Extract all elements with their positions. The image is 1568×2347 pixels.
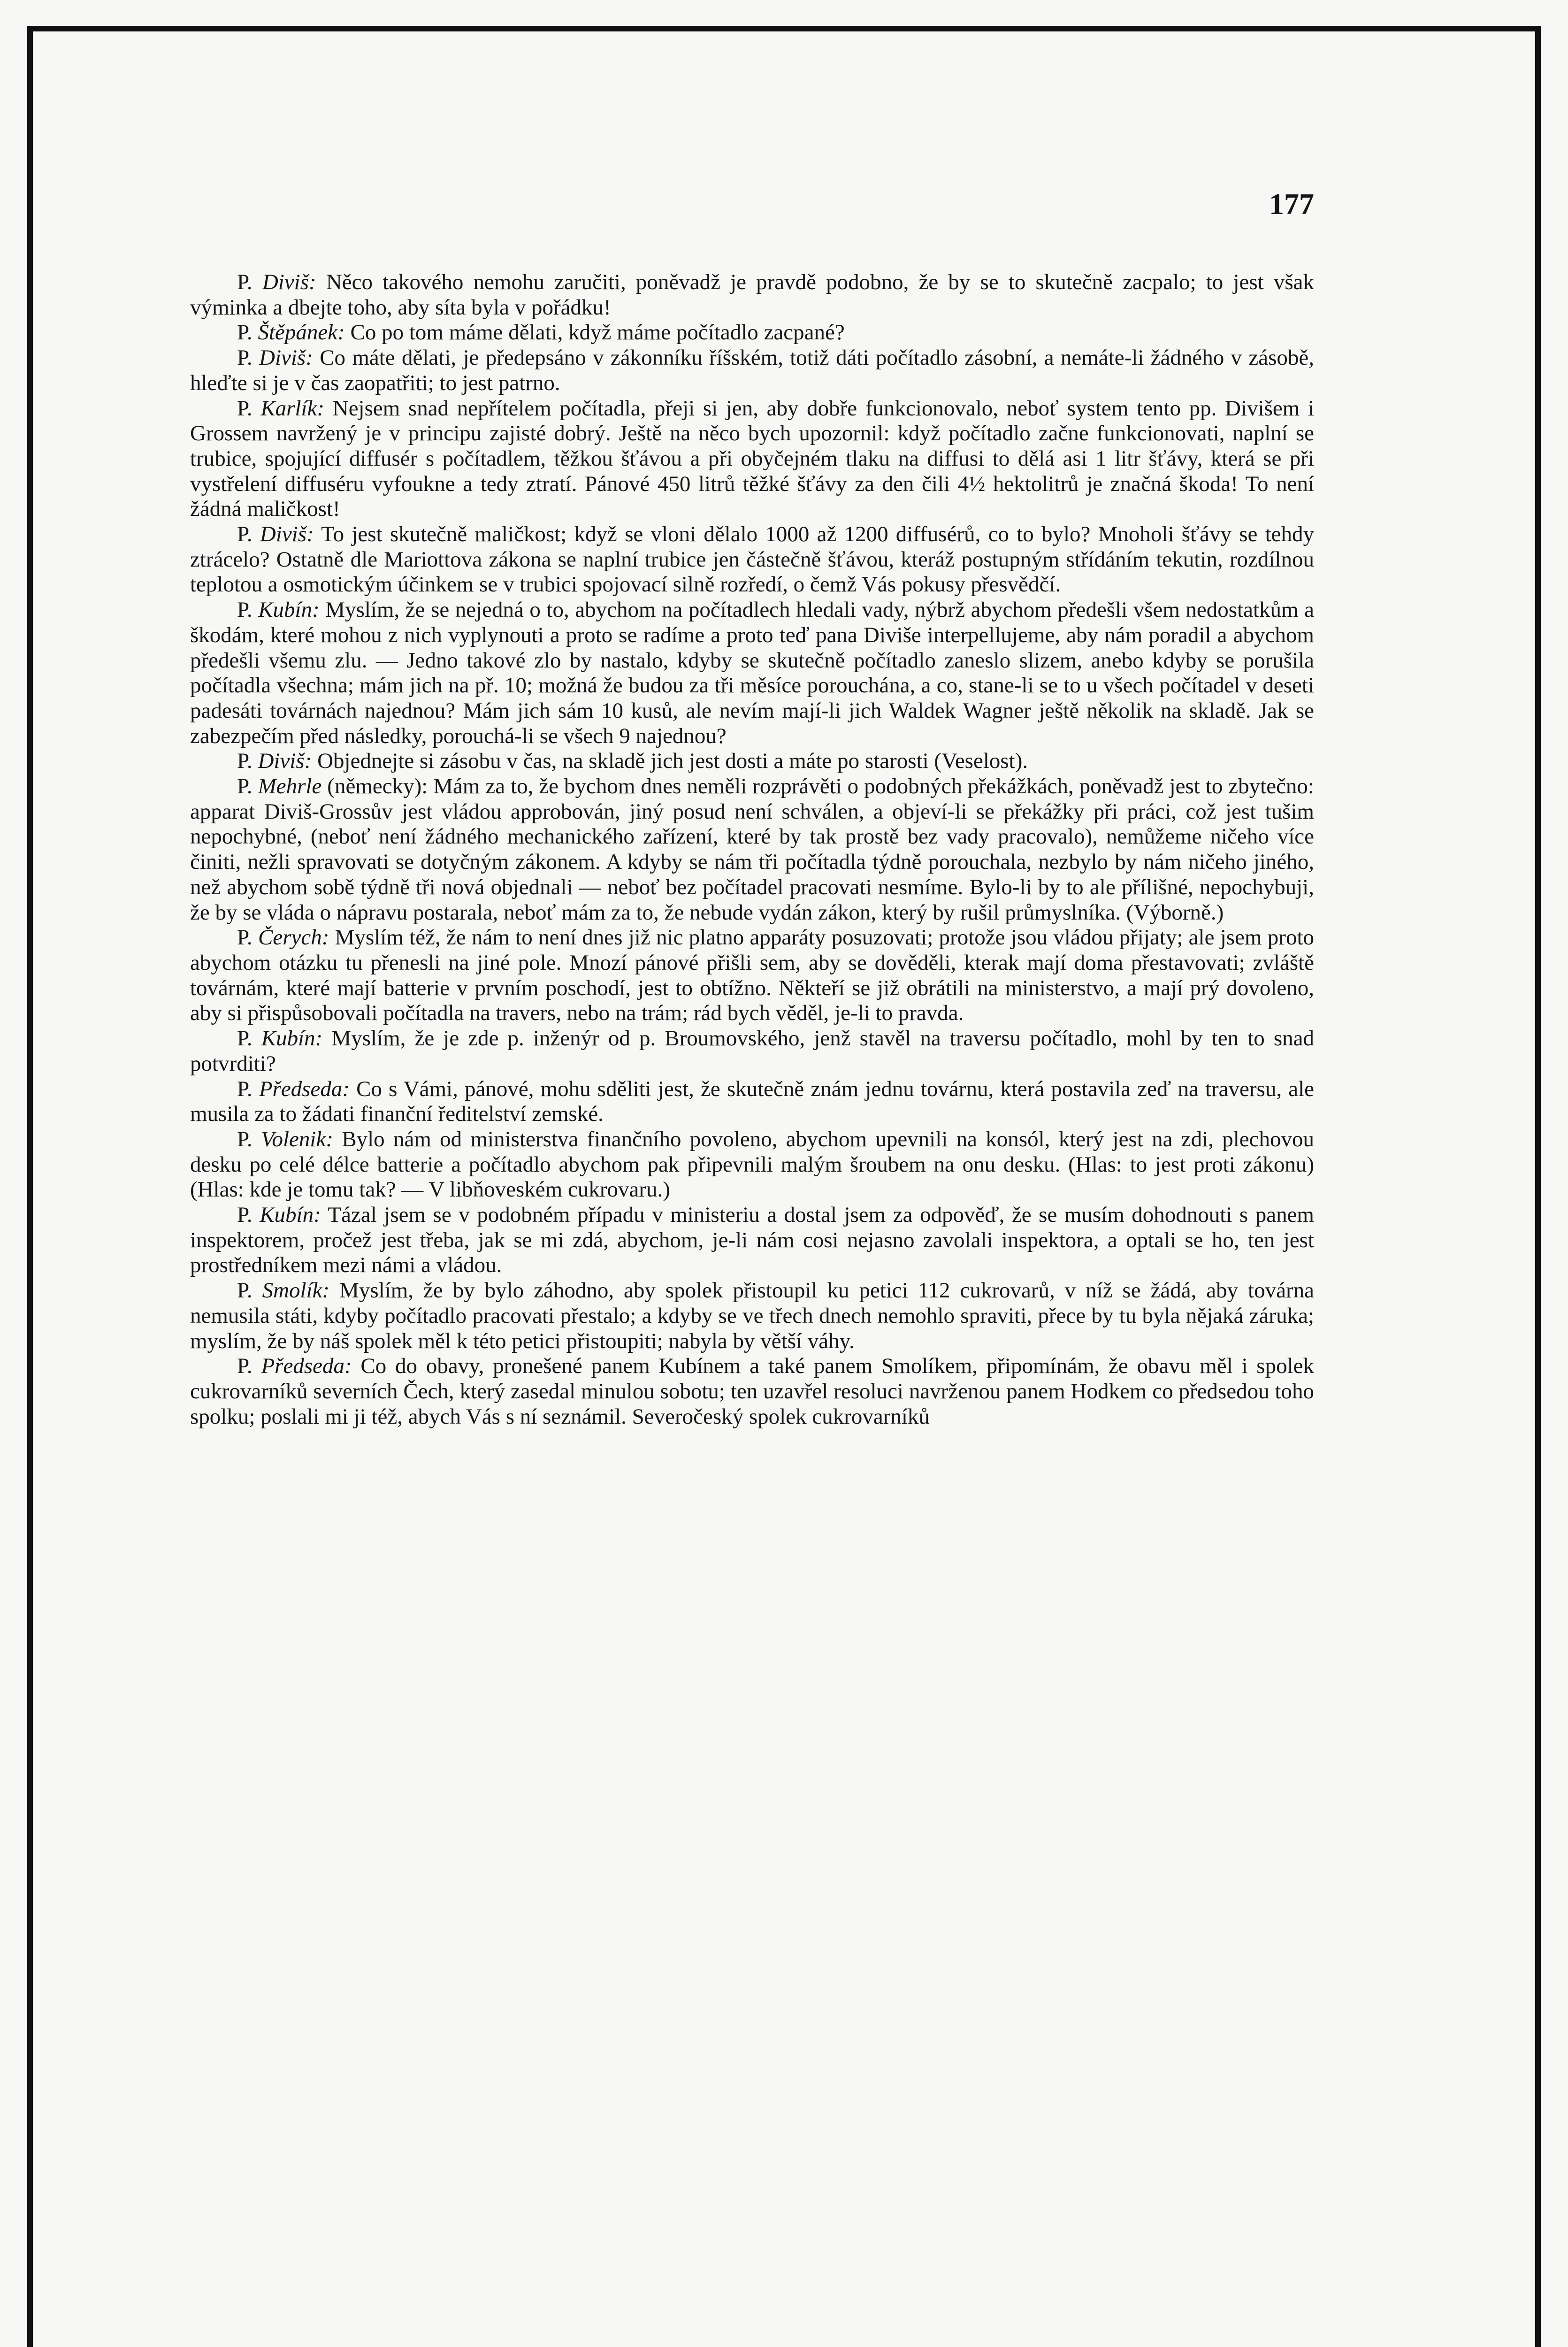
scan-border-top [27,26,1541,31]
paragraph [190,270,1314,320]
scan-border-right [1535,26,1541,2347]
paragraph-text: Tázal jsem se v podobném případu v ministeriu a dostal jsem za odpověď, že se musím dohodnouti s panem inspektorem, pročež jest třeba, jak se mi zdá, abychom, je-li nám cosi nejasno zavolali inspektora, a optali se ho, ten jest prostředníkem mezi námi a vládou. [190,1203,1314,1278]
paragraph-text: Myslím též, že nám to není dnes již nic platno apparáty posuzovati; protože jsou vládou přijaty; ale jsem proto abychom otázku tu přenesli na jiné pole. Mnozí pánové přišli sem, aby se dověděli, kterak mají doma přestavovati; zvláště továrnám, které mají batterie v prvním poschodí, jest to obtížno. Někteří se již obrátili na ministerstvo, a mají prý dovoleno, aby si přispůsobovali počítadla na travers, nebo na trám; rád bych věděl, je-li to pravda. [190,925,1315,1026]
speaker-name: Diviš: [259,345,313,370]
speaker-name: Štěpánek: [258,320,345,345]
paragraph-text: Co máte dělati, je předepsáno v zákonníku říšském, totiž dáti počítadlo zásobní, a nemáte-li žádného v zásobě, hleďte si je v čas zaopatřiti; to jest patrno. [190,345,1314,395]
speaker-name: Diviš: [262,270,316,294]
paragraph-text: Myslím, že by bylo záhodno, aby spolek přistoupil ku petici 112 cukrovarů, v níž se žádá, aby továrna nemusila státi, kdyby počítadlo pracovati přestalo; a kdyby se ve třech dnech nemohlo spraviti, přece by tu byla nějaká záruka; myslím, že by náš spolek měl k této petici přistoupiti; nabyla by větší váhy. [190,1278,1314,1353]
paragraph-text: Objednejte si zásobu v čas, na skladě jich jest dosti a máte po starosti (Veselost). [312,749,1028,774]
speaker-name: Předseda: [261,1354,352,1379]
speaker-name: Předseda: [259,1076,350,1101]
paragraph-text: Nejsem snad nepřítelem počítadla, přeji si jen, aby dobře funkcionovalo, neboť system tento pp. Divišem i Grossem navržený je v principu zajisté dobrý. Ještě na něco bych upozornil: když počítadlo začne funkcionovati, naplní se trubice, spojující diffusér s počítadlem, těžkou šťávou a při obyčejném tlaku na diffusi to dělá asi 1 litr šťávy, která se při vystřelení diffuséru vyfoukne a tedy ztratí. Pánové 450 litrů těžké šťávy za den čili 4½ hektolitrů je značná škoda! To není žádná maličkost! [190,396,1314,522]
paragraph-text: Bylo nám od ministerstva finančního povoleno, abychom upevnili na konsól, který jest na zdi, plechovou desku po celé délce batterie a počítadlo abychom pak připevnili malým šroubem na onu desku. (Hlas: to jest proti zákonu) (Hlas: kde je tomu tak? — V libňoveském cukrovaru.) [190,1127,1314,1202]
page-number: 177 [1269,187,1314,221]
paragraph-text: Co po tom máme dělati, když máme počítadlo zacpané? [344,320,845,345]
scan-border-left [27,26,33,2347]
speaker-name: Smolík: [262,1278,330,1303]
speaker-prefix: P. [237,345,259,370]
speaker-prefix: P. [237,1278,262,1303]
paragraph [190,598,1314,749]
speaker-prefix: P. [237,774,258,799]
speaker-prefix: P. [237,1127,261,1151]
speaker-name: Kubín: [260,1203,321,1227]
speaker-prefix: P. [237,522,260,547]
speaker-prefix: P. [237,925,258,950]
speaker-prefix: P. [237,1076,259,1101]
speaker-name: Mehrle [258,774,322,799]
speaker-name: Kubín: [258,598,320,622]
paragraph [190,1354,1314,1429]
speaker-name: Čerych: [258,925,329,950]
speaker-prefix: P. [237,1026,261,1051]
speaker-name: Kubín: [261,1026,323,1051]
paragraph [190,925,1314,1026]
speaker-prefix: P. [237,1203,260,1227]
paragraph [190,749,1314,774]
speaker-prefix: P. [237,749,258,774]
paragraph [190,774,1314,925]
speaker-prefix: P. [237,598,259,622]
speaker-name: Diviš: [260,522,314,547]
book-page [190,188,1314,2347]
speaker-name: Karlík: [260,396,325,421]
paragraph [190,1077,1314,1127]
paragraph [190,1026,1314,1076]
paragraph [190,345,1314,396]
speaker-prefix: P. [237,1354,261,1379]
speaker-prefix: P. [237,270,262,294]
speaker-name: Diviš: [258,749,312,774]
body-text [190,270,1314,1429]
paragraph [190,1127,1314,1203]
speaker-name: Volenik: [260,1127,333,1151]
paragraph-text: Co s Vámi, pánové, mohu sděliti jest, že skutečně znám jednu továrnu, která postavila zeď na traversu, ale musila za to žádati finanční ředitelství zemské. [190,1076,1314,1127]
paragraph-text: (německy): Mám za to, že bychom dnes neměli rozprávěti o podobných překážkách, poněvadž jest to zbytečno: apparat Diviš-Grossův jest vládou approbován, jiný posud není schválen, a objeví-li se překážky při práci, což jest tušim nepochybné, (neboť není žádného mechanického zařízení, které by tak prostě bez vady pracovalo), nemůžeme ničeho více činiti, nežli spravovati se dotyčným zákonem. A kdyby se nám tři počítadla týdně porouchala, nezbylo by nám ničeho jiného, než abychom sobě týdně tři nová objednali — neboť bez počítadel pracovati nesmíme. Bylo-li by to ale přílišné, nepochybuji, že by se vláda o nápravu postarala, neboť mám za to, že nebude vydán zákon, který by rušil průmyslníka. (Výborně.) [190,774,1314,925]
paragraph [190,1278,1314,1354]
paragraph-text: Myslím, že se nejedná o to, abychom na počítadlech hledali vady, nýbrž abychom předešli všem nedostatkům a škodám, které mohou z nich vyplynouti a proto se radíme a proto teď pana Diviše interpellujeme, aby nám poradil a abychom předešli všemu zlu. — Jedno takové zlo by nastalo, kdyby se skutečně počítadlo zaneslo slizem, anebo kdyby se porušila počítadla všechna; mám jich na př. 10; možná že budou za tři měsíce porouchána, a co, stane-li se to u všech počítadel v deseti padesáti továrnách najednou? Mám jich sám 10 kusů, ale nevím mají-li jich Waldek Wagner ještě několik na skladě. Jak se zabezpečím před následky, porouchá-li se všech 9 najednou? [190,598,1314,748]
speaker-prefix: P. [237,320,258,345]
paragraph-text: To jest skutečně maličkost; když se vloni dělalo 1000 až 1200 diffusérů, co to bylo? Mnoholi šťávy se tehdy ztrácelo? Ostatně dle Mariottova zákona se naplní trubice jen částečně šťávou, kteráž postupným střídáním tekutin, rozdílnou teplotou a osmotickým účinkem se v trubici spojovací silně rozředí, o čemž Vás pokusy přesvědčí. [190,522,1314,597]
speaker-prefix: P. [237,396,261,421]
paragraph [190,396,1314,522]
paragraph-text: Co do obavy, pronešené panem Kubínem a také panem Smolíkem, připomínám, že obavu měl i spolek cukrovarníků severních Čech, který zasedal minulou sobotu; ten uzavřel resoluci navrženou panem Hodkem co předsedou toho spolku; poslali mi ji též, abych Vás s ní seznámil. Severočeský spolek cukrovarníků [190,1354,1314,1429]
paragraph [190,320,1314,345]
paragraph-text: Myslím, že je zde p. inženýr od p. Broumovského, jenž stavěl na traversu počítadlo, mohl by ten to snad potvrditi? [190,1026,1314,1076]
paragraph-text: Něco takového nemohu zaručiti, poněvadž je pravdě podobno, že by se to skutečně zacpalo; to jest však výminka a dbejte toho, aby síta byla v pořádku! [190,270,1314,320]
paragraph [190,522,1314,598]
paragraph [190,1203,1314,1278]
